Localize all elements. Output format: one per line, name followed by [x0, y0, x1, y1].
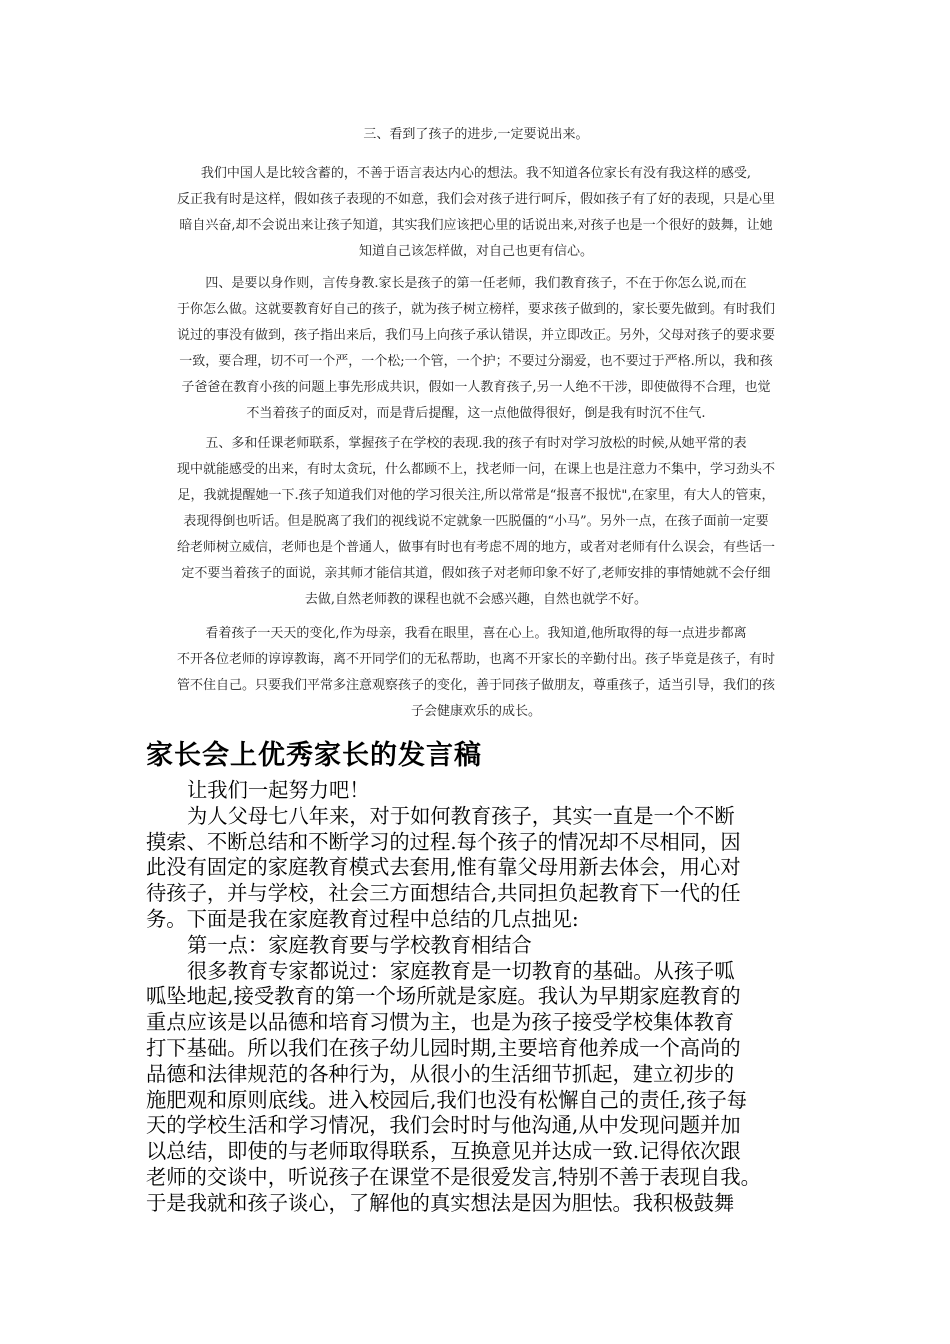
text-line: 我们中国人是比较含蓄的，不善于语言表达内心的想法。我不知道各位家长有没有我这样的感受, [200, 166, 752, 181]
section-three-heading [140, 122, 812, 148]
paragraph-expression [140, 161, 812, 265]
text-line: 四、是要以身作则，言传身教.家长是孩子的第一任老师，我们教育孩子，不在于你怎么说,而在 [205, 276, 747, 291]
text-line: 现中就能感受的出来，有时太贪玩，什么都顾不上，找老师一问，在课上也是注意力不集中，学习劲头不 [176, 462, 775, 477]
text-line: 此没有固定的家庭教育模式去套用,惟有靠父母用新去体会，用心对 [146, 855, 741, 880]
point-one-heading: 第一点：家庭教育要与学校教育相结合 [187, 932, 532, 957]
paragraph-body [140, 161, 812, 265]
text-line: 定不要当着孩子的面说，亲其师才能信其道，假如孩子对老师印象不好了,老师安排的事情她就不会仔细 [181, 566, 771, 581]
text-line: 重点应该是以品德和培育习惯为主，也是为孩子接受学校集体教育 [146, 1010, 735, 1035]
document-title: 家长会上优秀家长的发言稿 [146, 740, 482, 771]
text-line: 很多教育专家都说过：家庭教育是一切教育的基础。从孩子呱 [187, 958, 735, 983]
text-line: 表现得倒也听话。但是脱离了我们的视线说不定就象一匹脱僵的“小马”。另外一点，在孩子面前一定要 [183, 514, 769, 529]
text-line: 不开各位老师的谆谆教诲，离不开同学们的无私帮助，也离不开家长的辛勤付出。孩子毕竟是孩子，有时 [176, 652, 775, 667]
text-line: 三、看到了孩子的进步,一定要说出来。 [363, 127, 589, 142]
text-line: 五、多和任课老师联系，掌握孩子在学校的表现.我的孩子有时对学习放松的时候,从她平常的表 [205, 436, 747, 451]
text-line: 待孩子，并与学校，社会三方面想结合,共同担负起教育下一代的任 [146, 881, 741, 906]
text-line: 为人父母七八年来，对于如何教育孩子，其实一直是一个不断 [187, 803, 735, 828]
text-line: 摸索、不断总结和不断学习的过程.每个孩子的情况却不尽相同，因 [146, 829, 741, 854]
text-line: 呱坠地起,接受教育的第一个场所就是家庭。我认为早期家庭教育的 [146, 984, 741, 1009]
text-line: 不当着孩子的面反对，而是背后提醒，这一点他做得很好，倒是我有时沉不住气. [246, 406, 706, 421]
text-line: 暗自兴奋,却不会说出来让孩子知道，其实我们应该把心里的话说出来,对孩子也是一个很好的鼓舞，让她 [179, 218, 773, 233]
section-three [140, 122, 812, 148]
text-line: 于是我就和孩子谈心，了解他的真实想法是因为胆怯。我积极鼓舞 [146, 1190, 735, 1215]
paragraph-body [140, 271, 812, 427]
text-line: 管不住自己。只要我们平常多注意观察孩子的变化，善于同孩子做朋友，尊重孩子，适当引导，我们的孩 [176, 678, 775, 693]
section-five [140, 431, 812, 613]
text-line: 品德和法律规范的各种行为，从很小的生活细节抓起，建立初步的 [146, 1061, 735, 1086]
text-line: 足，我就提醒她一下.孩子知道我们对他的学习很关注,所以常常是“报喜不报忧",在家里，有大人的管束， [177, 488, 775, 503]
text-line: 务。下面是我在家庭教育过程中总结的几点拙见: [146, 906, 579, 931]
text-line: 子爸爸在教育小孩的问题上事先形成共识，假如一人教育孩子,另一人绝不干涉，即使做得不合理，也觉 [181, 380, 771, 395]
text-line: 老师的交谈中，听说孩子在课堂不是很爱发言,特别不善于表现自我。 [146, 1164, 761, 1189]
text-line: 反正我有时是这样，假如孩子表现的不如意，我们会对孩子进行呵斥，假如孩子有了好的表现，只是心里 [176, 192, 775, 207]
paragraph-body [140, 621, 812, 725]
text-line: 说过的事没有做到，孩子指出来后，我们马上向孩子承认错误，并立即改正。另外，父母对孩子的要求要 [176, 328, 775, 343]
closing-paragraph [140, 621, 812, 725]
paragraph-body [140, 431, 812, 613]
text-line: 给老师树立威信，老师也是个普通人，做事有时也有考虑不周的地方，或者对老师有什么误会，有些话一 [176, 540, 775, 555]
text-line: 一致，要合理，切不可一个严，一个松;一个管，一个护；不要过分溺爱，也不要过于严格.所以，我和孩 [179, 354, 773, 369]
text-line: 以总结，即使的与老师取得联系，互换意见并达成一致.记得依次跟 [146, 1139, 741, 1164]
text-line: 知道自己该怎样做，对自己也更有信心。 [358, 244, 593, 259]
text-line: 施肥观和原则底线。进入校园后,我们也没有松懈自己的责任,孩子每 [146, 1087, 748, 1112]
text-line: 让我们一起努力吧！ [187, 778, 370, 802]
section-four [140, 271, 812, 427]
text-line: 于你怎么做。这就要教育好自己的孩子，就为孩子树立榜样，要求孩子做到的，家长要先做到。有时我们 [176, 302, 775, 317]
text-line: 打下基础。所以我们在孩子幼儿园时期,主要培育他养成一个高尚的 [146, 1035, 741, 1060]
text-line: 子会健康欢乐的成长。 [410, 704, 541, 719]
speech-body [146, 778, 826, 1217]
text-line: 去做,自然老师教的课程也就不会感兴趣，自然也就学不好。 [304, 592, 648, 607]
text-line: 看着孩子一天天的变化,作为母亲，我看在眼里，喜在心上。我知道,他所取得的每一点进步都离 [205, 626, 747, 641]
text-line: 天的学校生活和学习情况，我们会时时与他沟通,从中发现问题并加 [146, 1113, 741, 1138]
